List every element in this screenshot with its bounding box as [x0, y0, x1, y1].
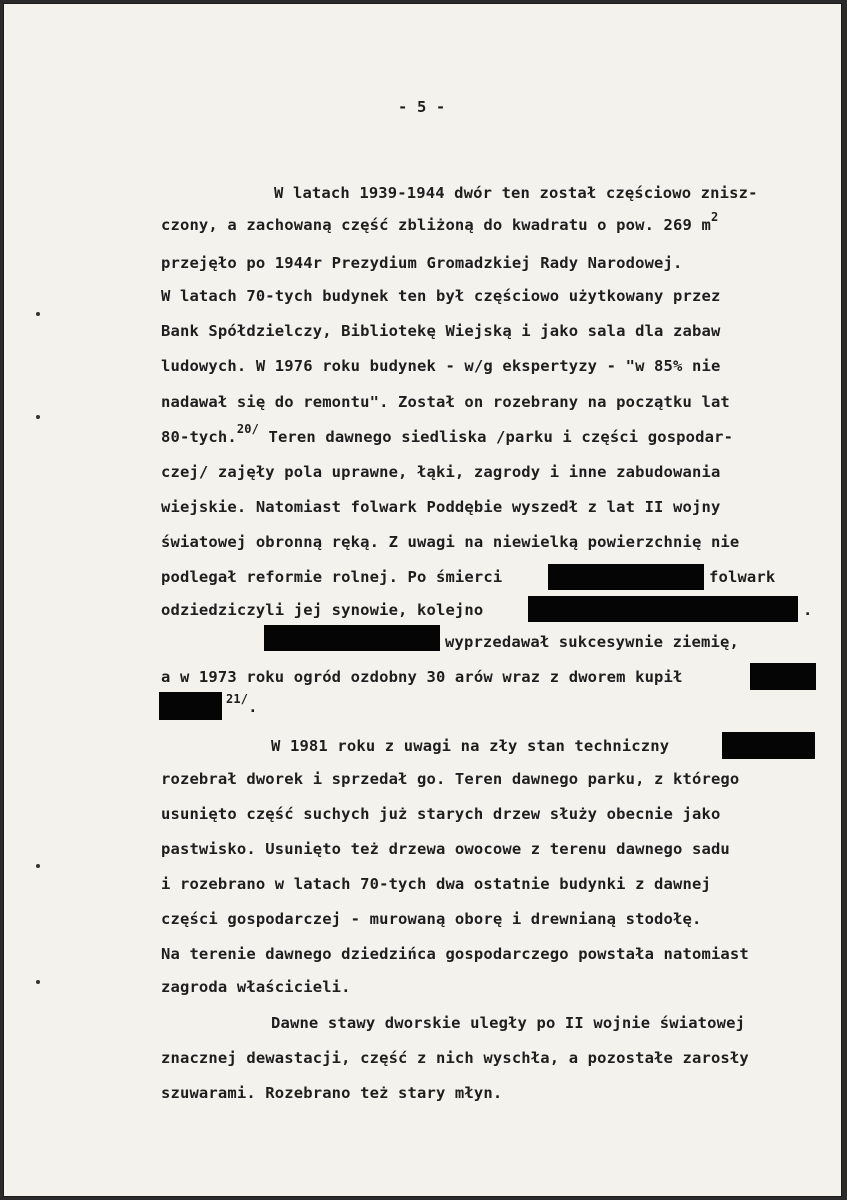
text-line-6: ludowych. W 1976 roku budynek - w/g ekspertyzy - "w 85% nie	[161, 357, 721, 375]
text-line-16-period: .	[248, 698, 258, 716]
redaction-block-6	[722, 732, 815, 759]
margin-dot-3	[36, 864, 40, 868]
text-line-10: wiejskie. Natomiast folwark Poddębie wyszedł z lat II wojny	[161, 498, 721, 516]
margin-dot-4	[36, 980, 40, 984]
text-line-4: W latach 70-tych budynek ten był częściowo użytkowany przez	[161, 287, 721, 305]
redaction-block-1	[548, 564, 704, 590]
text-line-8-start: 80-tych.	[161, 428, 237, 446]
text-line-18: rozebrał dworek i sprzedał go. Teren dawnego parku, z którego	[161, 770, 740, 788]
text-line-22: części gospodarczej - murowaną oborę i drewnianą stodołę.	[161, 910, 702, 928]
text-line-24: zagroda właścicieli.	[161, 978, 351, 996]
text-line-19: usunięto część suchych już starych drzew służy obecnie jako	[161, 805, 721, 823]
text-line-12-end: folwark	[709, 568, 776, 586]
text-line-13: odziedziczyli jej synowie, kolejno	[161, 601, 484, 619]
redaction-block-5	[159, 692, 222, 720]
text-line-12: podlegał reformie rolnej. Po śmierci	[161, 568, 503, 586]
text-line-1: W latach 1939-1944 dwór ten został częściowo znisz-	[274, 184, 758, 202]
redaction-block-2	[528, 596, 798, 622]
redaction-block-4	[750, 663, 816, 690]
superscript-2: 2	[710, 210, 719, 224]
text-line-3: przejęło po 1944r Prezydium Gromadzkiej Rady Narodowej.	[161, 254, 683, 272]
text-line-5: Bank Spółdzielczy, Bibliotekę Wiejską i jako sala dla zabaw	[161, 322, 721, 340]
page-number: - 5 -	[398, 98, 446, 116]
text-line-16	[226, 692, 258, 717]
text-line-21: i rozebrano w latach 70-tych dwa ostatnie budynki z dawnej	[161, 875, 711, 893]
footnote-20: 20/	[236, 422, 259, 436]
text-line-8	[161, 422, 734, 447]
text-line-13-end: .	[803, 601, 813, 619]
text-line-9: czej/ zajęły pola uprawne, łąki, zagrody i inne zabudowania	[161, 463, 721, 481]
text-line-7: nadawał się do remontu". Został on rozebrany na początku lat	[161, 393, 730, 411]
redaction-block-3	[264, 625, 440, 651]
text-line-14: wyprzedawał sukcesywnie ziemię,	[445, 633, 739, 651]
text-line-11: światowej obronną ręką. Z uwagi na niewielką powierzchnię nie	[161, 533, 740, 551]
text-line-26: znacznej dewastacji, część z nich wyschła, a pozostałe zarosły	[161, 1049, 749, 1067]
text-line-20: pastwisko. Usunięto też drzewa owocowe z terenu dawnego sadu	[161, 840, 730, 858]
text-line-27: szuwarami. Rozebrano też stary młyn.	[161, 1084, 503, 1102]
footnote-21: 21/	[226, 692, 249, 706]
text-line-17: W 1981 roku z uwagi na zły stan techniczny	[271, 737, 670, 755]
margin-dot-2	[36, 415, 40, 419]
text-line-23: Na terenie dawnego dziedzińca gospodarczego powstała natomiast	[161, 945, 749, 963]
text-line-15: a w 1973 roku ogród ozdobny 30 arów wraz z dworem kupił	[161, 668, 683, 686]
text-line-8-end: Teren dawnego siedliska /parku i części gospodar-	[268, 428, 734, 446]
document-page	[3, 3, 842, 1197]
text-line-2-content: czony, a zachowaną część zbliżoną do kwadratu o pow. 269 m	[161, 216, 711, 234]
margin-dot-1	[36, 312, 40, 316]
text-line-2	[161, 210, 719, 235]
text-line-25: Dawne stawy dworskie uległy po II wojnie światowej	[271, 1014, 746, 1032]
